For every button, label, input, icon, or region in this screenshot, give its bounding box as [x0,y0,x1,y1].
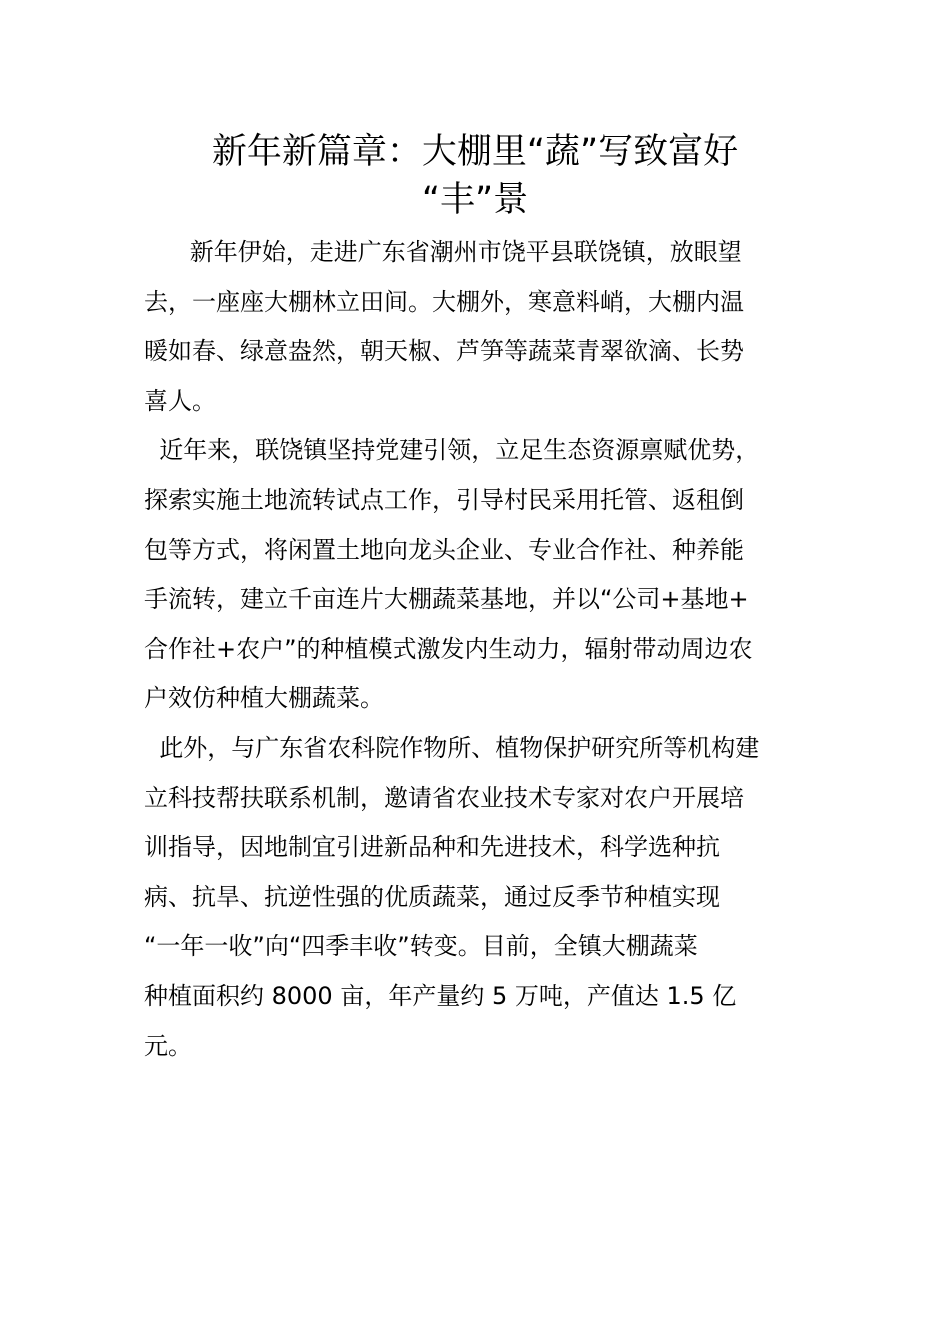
article-body [144,228,806,1071]
text-line: 去，一座座大棚林立田间。大棚外，寒意料峭，大棚内温 [144,287,744,316]
text-line: 立科技帮扶联系机制，邀请省农业技术专家对农户开展培 [144,783,744,812]
text-line: 训指导，因地制宜引进新品种和先进技术，科学选种抗 [144,833,720,862]
paragraph-technology [144,724,806,1071]
title-line: 新年新篇章：大棚里“蔬”写致富好 [211,132,739,172]
text-line: 此外，与广东省农科院作物所、植物保护研究所等机构建 [144,733,760,762]
text-line: 喜人。 [144,386,216,415]
text-line: 探索实施土地流转试点工作，引导村民采用托管、返租倒 [144,485,744,514]
text-line: 近年来，联饶镇坚持党建引领，立足生态资源禀赋优势， [144,436,760,465]
text-line: 新年伊始，走进广东省潮州市饶平县联饶镇，放眼望 [144,238,742,266]
text-line: 合作社+农户”的种植模式激发内生动力，辐射带动周边农 [144,634,753,663]
text-line: 手流转，建立千亩连片大棚蔬菜基地，并以“公司+基地+ [144,585,749,614]
text-line: 户效仿种植大棚蔬菜。 [144,684,384,713]
paragraph-recent-years [144,426,806,724]
text-line: 病、抗旱、抗逆性强的优质蔬菜，通过反季节种植实现 [144,882,720,911]
text-line: “一年一收”向“四季丰收”转变。目前，全镇大棚蔬菜 [144,932,698,961]
text-line: 包等方式，将闲置土地向龙头企业、专业合作社、种养能 [144,535,744,564]
text-line: 暖如春、绿意盎然，朝天椒、芦笋等蔬菜青翠欲滴、长势 [144,337,744,366]
paragraph-intro [144,228,806,426]
document-title [144,128,806,224]
title-line: “丰”景 [421,180,529,220]
text-line: 种植面积约 8000 亩，年产量约 5 万吨，产值达 1.5 亿 [144,981,737,1010]
text-line: 元。 [144,1031,192,1060]
